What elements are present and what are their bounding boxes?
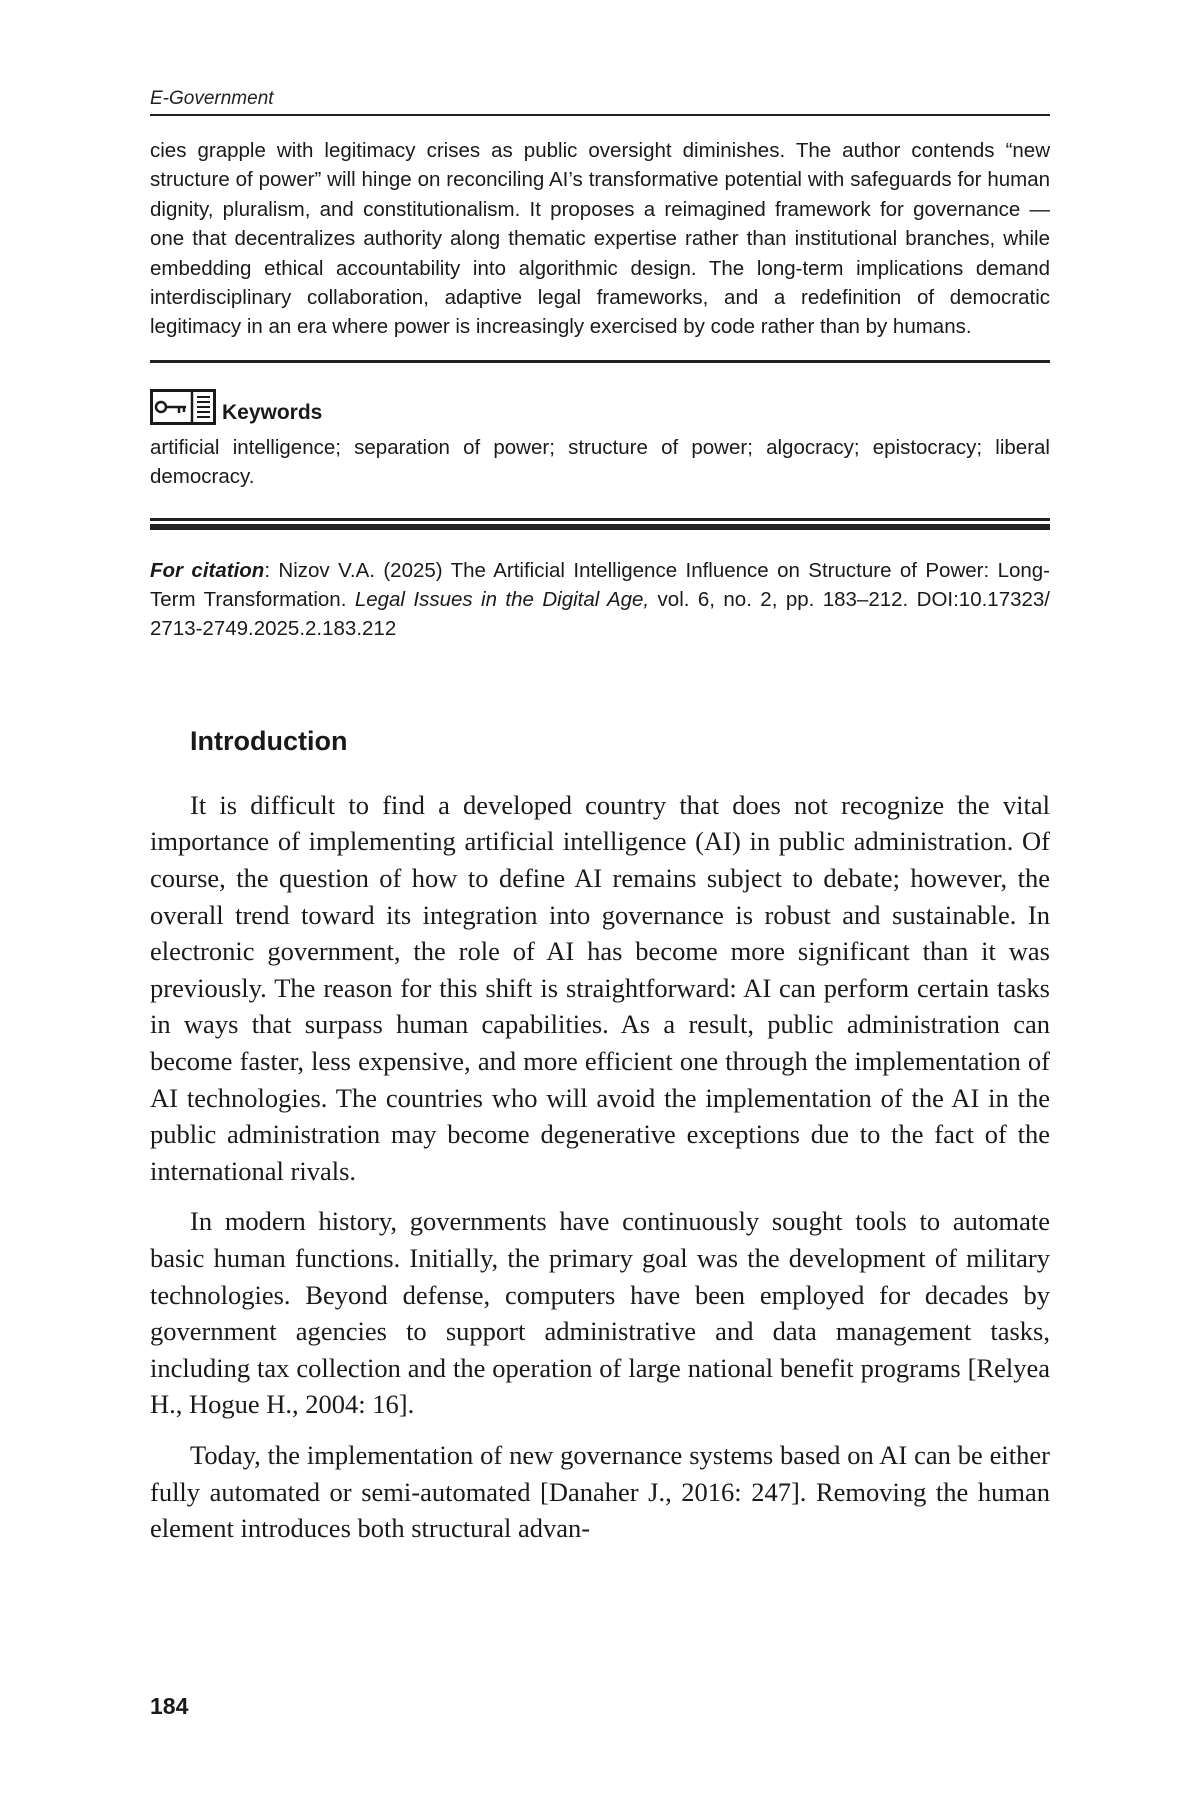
paragraph: In modern history, governments have continuously sought tools to automate basic human functions. Initially, the primary goal was the development of military technologies. Beyond defense, computers have been employed for decades by government agencies to support administrative and data management tasks, including tax collection and the operation of large national benefit programs [Relyea H., Hogue H., 2004: 16]. [150, 1206, 1050, 1420]
citation [150, 556, 1050, 644]
section-title: Introduction [190, 725, 348, 756]
keywords-text: artificial intelligence; separation of power; structure of power; algocracy; epistocracy; liberal democracy. [150, 435, 1050, 489]
citation-journal: Legal Issues in the Digital Age, [354, 588, 650, 612]
key-document-icon [150, 389, 216, 425]
page-number: 184 [150, 1693, 189, 1719]
keywords-block [150, 389, 1050, 492]
abstract-continuation: cies grapple with legitimacy crises as public oversight diminishes. The author contends “new structure of power” will hinge on reconciling AI’s transformative potential with safeguards for human dignity, pluralism, and constitutionalism. It proposes a reimagined framework for governance — one that decentralizes authority along thematic expertise rather than institutional branches, while embedding ethical accountability into algorithmic design. The long-term implications demand interdisciplinary collaboration, adaptive legal frameworks, and a redefinition of democratic legitimacy in an era where power is increasingly exercised by code rather than by humans. [150, 136, 1050, 363]
running-head: E-Government [150, 88, 1050, 116]
keywords-heading [150, 389, 1050, 425]
paragraph: It is difficult to find a developed country that does not recognize the vital importance of implementing artificial intelligence (AI) in public administration. Of course, the question of how to define AI remains subject to debate; however, the overall trend toward its integration into governance is robust and sustainable. In electronic government, the role of AI has become more significant than it was previously. The reason for this shift is straightforward: AI can perform certain tasks in ways that surpass human capabilities. As a result, public administration can become faster, less expensive, and more efficient one through the implementation of AI technologies. The countries who will avoid the implementation of the AI in the public administration may become degenerative exceptions due to the fact of the international rivals. [150, 789, 1050, 1186]
double-divider [150, 518, 1050, 530]
citation-label: For citation [150, 558, 265, 582]
citation-text-after: vol. 6, no. 2, pp. 183–212. DOI:10.17323/ 2713-2749.2025.2.183.212 [150, 588, 1050, 641]
citation-text-before: : Nizov V.A. (2025) The Artificial Intelligence Influence on Structure of Power: Long-Term Transformation. [150, 558, 1051, 612]
paragraph: Today, the implementation of new governance systems based on AI can be either fully automated or semi-automated [Danaher J., 2016: 247]. Removing the human element introduces both structural advan- [150, 1439, 1050, 1544]
page [150, 88, 1050, 1561]
keywords-title: Keywords [222, 400, 323, 424]
body-text [150, 787, 1050, 1547]
